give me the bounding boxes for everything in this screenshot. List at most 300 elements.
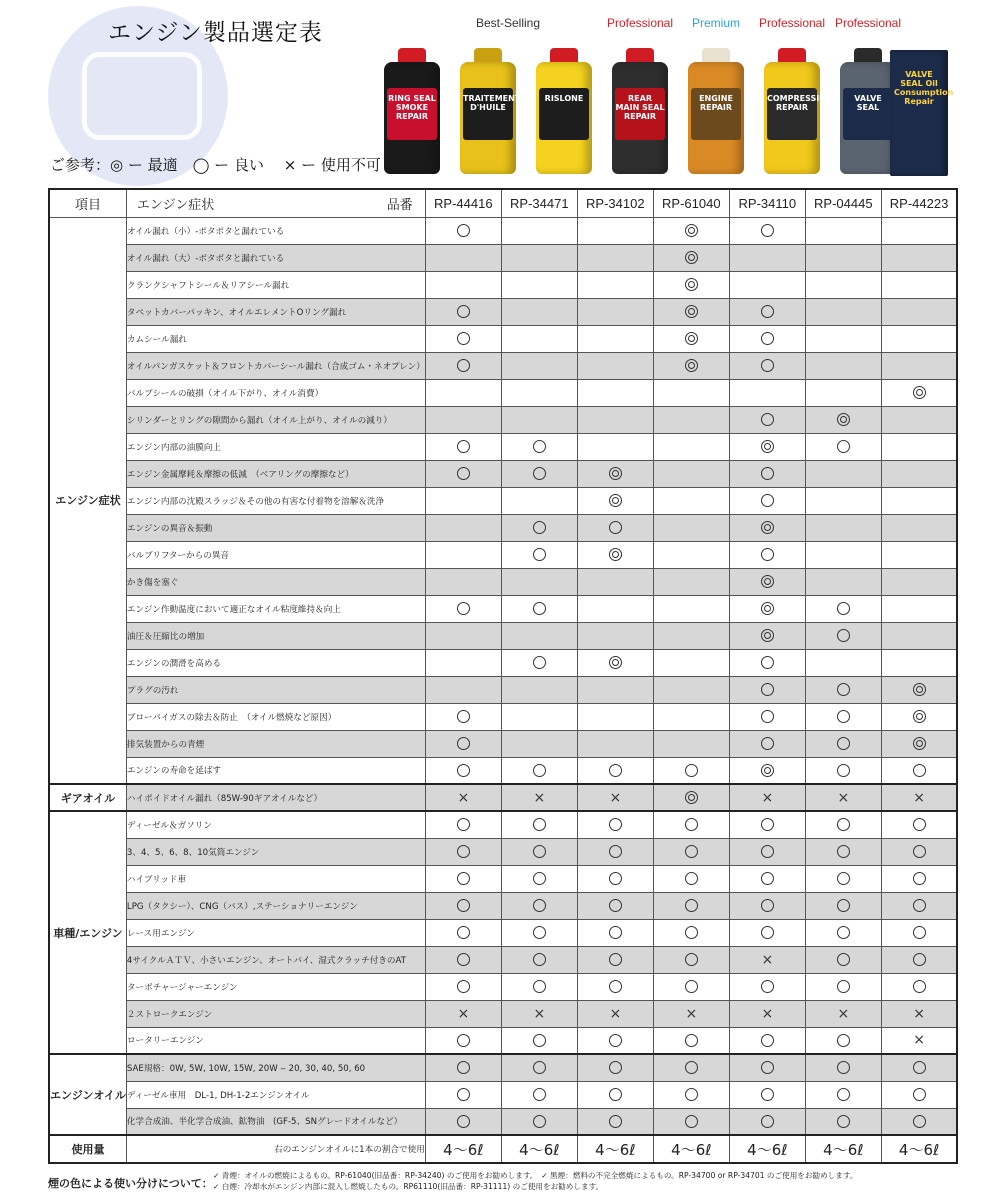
symptom-cell: エンジン作動温度において適正なオイル粘度維持＆向上 <box>126 595 425 622</box>
good-mark-icon <box>913 980 926 993</box>
product-images <box>0 48 1000 180</box>
rating-cell <box>729 865 805 892</box>
symptom-cell: ２ストロークエンジン <box>126 1000 425 1027</box>
rating-cell <box>653 352 729 379</box>
usage-value: 4〜6ℓ <box>425 1135 501 1163</box>
rating-cell <box>425 541 501 568</box>
rating-cell <box>501 946 577 973</box>
good-mark-icon <box>685 926 698 939</box>
rating-cell <box>881 973 957 1000</box>
table-row <box>49 622 957 649</box>
best-mark-icon <box>913 737 926 750</box>
tier-label: Premium <box>691 16 740 30</box>
best-mark-icon <box>685 332 698 345</box>
rating-cell <box>805 1000 881 1027</box>
rating-cell <box>805 568 881 595</box>
rating-cell <box>881 1027 957 1054</box>
table-row <box>49 838 957 865</box>
rating-cell <box>425 919 501 946</box>
good-mark-icon <box>761 413 774 426</box>
good-mark-icon <box>685 872 698 885</box>
rating-cell <box>577 919 653 946</box>
good-mark-icon <box>609 899 622 912</box>
symptom-cell: カムシール漏れ <box>126 325 425 352</box>
good-mark-icon <box>533 548 546 561</box>
rating-cell <box>805 946 881 973</box>
rating-cell <box>501 541 577 568</box>
rating-cell <box>425 946 501 973</box>
symptom-cell: バルブリフターからの異音 <box>126 541 425 568</box>
best-mark-icon <box>685 251 698 264</box>
rating-cell <box>653 217 729 244</box>
rating-cell <box>729 703 805 730</box>
rating-cell <box>805 757 881 784</box>
rating-cell <box>653 865 729 892</box>
rating-cell <box>881 838 957 865</box>
good-mark-icon <box>685 764 698 777</box>
rating-cell <box>501 892 577 919</box>
rating-cell <box>653 649 729 676</box>
symptom-cell: オイル漏れ（小）-ポタポタと漏れている <box>126 217 425 244</box>
tier-labels <box>0 16 1000 34</box>
symptom-cell: オイル漏れ（大）-ボタボタと漏れている <box>126 244 425 271</box>
rating-cell <box>805 460 881 487</box>
rating-cell <box>881 1000 957 1027</box>
rating-cell <box>729 730 805 757</box>
rating-cell <box>425 271 501 298</box>
footer-notes <box>213 1170 953 1192</box>
table-row <box>49 757 957 784</box>
good-mark-icon <box>685 845 698 858</box>
rating-cell <box>577 406 653 433</box>
rating-cell <box>425 325 501 352</box>
rating-cell <box>425 1108 501 1135</box>
rating-cell <box>501 649 577 676</box>
rating-cell <box>501 1000 577 1027</box>
rating-cell <box>729 595 805 622</box>
good-mark-icon <box>457 845 470 858</box>
rating-cell <box>653 460 729 487</box>
symptom-cell: エンジン内部の油膜向上 <box>126 433 425 460</box>
good-mark-icon <box>457 602 470 615</box>
symptom-cell: オイルパンガスケット＆フロントカバーシール漏れ（合成ゴム・ネオプレン） <box>126 352 425 379</box>
rating-cell <box>577 973 653 1000</box>
good-mark-icon <box>913 953 926 966</box>
rating-cell <box>577 703 653 730</box>
good-mark-icon <box>837 926 850 939</box>
good-mark-icon <box>533 1088 546 1101</box>
table-row <box>49 568 957 595</box>
rating-cell <box>653 244 729 271</box>
rating-cell <box>805 1081 881 1108</box>
symptom-cell: ロータリーエンジン <box>126 1027 425 1054</box>
rating-cell <box>729 352 805 379</box>
footer-title: 煙の色による使い分けについて： <box>48 1177 213 1190</box>
good-mark-icon <box>761 1115 774 1128</box>
rating-cell <box>577 649 653 676</box>
table-row <box>49 1108 957 1135</box>
header-part-label: 品番 <box>386 196 413 212</box>
good-mark-icon <box>457 710 470 723</box>
good-mark-icon <box>609 1061 622 1074</box>
header-symptom-label: エンジン症状 <box>136 196 215 212</box>
rating-cell <box>577 298 653 325</box>
rating-cell <box>577 811 653 838</box>
rating-cell <box>653 379 729 406</box>
good-mark-icon <box>533 980 546 993</box>
good-mark-icon <box>837 1088 850 1101</box>
rating-cell <box>425 1054 501 1081</box>
good-mark-icon <box>533 656 546 669</box>
good-mark-icon <box>761 1061 774 1074</box>
rating-cell <box>729 325 805 352</box>
rating-cell <box>425 460 501 487</box>
table-row <box>49 352 957 379</box>
rating-cell <box>425 433 501 460</box>
good-mark-icon <box>609 953 622 966</box>
rating-cell <box>805 541 881 568</box>
rating-cell <box>425 892 501 919</box>
rating-cell <box>881 460 957 487</box>
good-mark-icon <box>533 1115 546 1128</box>
rating-cell <box>805 433 881 460</box>
rating-cell <box>425 784 501 811</box>
legend: ご参考：◎ ー 最適 ◯ ー 良い × ー 使用不可 <box>50 156 381 174</box>
rating-cell <box>425 487 501 514</box>
rating-cell <box>729 892 805 919</box>
good-mark-icon <box>761 872 774 885</box>
good-mark-icon <box>457 980 470 993</box>
rating-cell <box>577 595 653 622</box>
not-usable-mark-icon: × <box>457 789 470 806</box>
symptom-cell: ハイポイドオイル漏れ（85W-90ギアオイルなど） <box>126 784 425 811</box>
good-mark-icon <box>837 683 850 696</box>
good-mark-icon <box>533 818 546 831</box>
table-row <box>49 460 957 487</box>
table-row <box>49 379 957 406</box>
rating-cell <box>653 325 729 352</box>
symptom-cell: ディーゼル車用 DL-1, DH-1-2エンジンオイル <box>126 1081 425 1108</box>
rating-cell <box>729 784 805 811</box>
rating-cell <box>577 1000 653 1027</box>
rating-cell <box>729 811 805 838</box>
box-label: VALVE SEAL Oil Consumption Repair <box>894 70 954 106</box>
good-mark-icon <box>533 602 546 615</box>
rating-cell <box>577 838 653 865</box>
rating-cell <box>881 433 957 460</box>
table-row <box>49 406 957 433</box>
symptom-cell: ハイブリッド車 <box>126 865 425 892</box>
usage-value: 4〜6ℓ <box>501 1135 577 1163</box>
rating-cell <box>501 433 577 460</box>
rating-cell <box>729 946 805 973</box>
good-mark-icon <box>913 1061 926 1074</box>
page-title: エンジン製品選定表 <box>108 20 323 46</box>
best-mark-icon <box>913 683 926 696</box>
rating-cell <box>729 487 805 514</box>
good-mark-icon <box>457 224 470 237</box>
bottle-label: COMPRESSION REPAIR <box>767 88 817 140</box>
rating-cell <box>577 1027 653 1054</box>
rating-cell <box>653 595 729 622</box>
good-mark-icon <box>609 818 622 831</box>
best-mark-icon <box>685 224 698 237</box>
rating-cell <box>805 379 881 406</box>
rating-cell <box>805 622 881 649</box>
best-mark-icon <box>609 467 622 480</box>
best-mark-icon <box>685 791 698 804</box>
rating-cell <box>653 433 729 460</box>
rating-cell <box>729 217 805 244</box>
good-mark-icon <box>457 332 470 345</box>
good-mark-icon <box>457 1061 470 1074</box>
symptom-cell: エンジンの異音＆振動 <box>126 514 425 541</box>
best-mark-icon <box>685 305 698 318</box>
rating-cell <box>653 1000 729 1027</box>
table-row <box>49 784 957 811</box>
product-bottle-image <box>533 48 595 176</box>
good-mark-icon <box>457 305 470 318</box>
table-row <box>49 325 957 352</box>
product-bottle-image <box>457 48 519 176</box>
rating-cell <box>425 811 501 838</box>
rating-cell <box>881 595 957 622</box>
rating-cell <box>881 676 957 703</box>
good-mark-icon <box>837 764 850 777</box>
good-mark-icon <box>457 1034 470 1047</box>
rating-cell <box>501 973 577 1000</box>
good-mark-icon <box>837 818 850 831</box>
category-cell: エンジン症状 <box>49 217 126 784</box>
not-usable-mark-icon: × <box>761 1005 774 1022</box>
best-mark-icon <box>913 386 926 399</box>
rating-cell <box>805 1027 881 1054</box>
rating-cell <box>805 973 881 1000</box>
table-row <box>49 919 957 946</box>
good-mark-icon <box>761 845 774 858</box>
good-mark-icon <box>837 1115 850 1128</box>
rating-cell <box>425 298 501 325</box>
good-mark-icon <box>913 1115 926 1128</box>
rating-cell <box>501 271 577 298</box>
good-mark-icon <box>761 1034 774 1047</box>
rating-cell <box>881 1054 957 1081</box>
rating-cell <box>805 487 881 514</box>
rating-cell <box>501 352 577 379</box>
not-usable-mark-icon: × <box>609 1005 622 1022</box>
product-bottle-image <box>381 48 443 176</box>
rating-cell <box>501 730 577 757</box>
good-mark-icon <box>457 764 470 777</box>
symptom-cell: SAE規格：0W, 5W, 10W, 15W, 20W ‒ 20, 30, 40, 50, 60 <box>126 1054 425 1081</box>
rating-cell <box>577 487 653 514</box>
rating-cell <box>881 622 957 649</box>
rating-cell <box>653 271 729 298</box>
rating-cell <box>653 541 729 568</box>
rating-cell <box>577 784 653 811</box>
rating-cell <box>425 217 501 244</box>
table-row <box>49 271 957 298</box>
tier-label: Professional <box>606 16 674 30</box>
good-mark-icon <box>533 953 546 966</box>
rating-cell <box>881 892 957 919</box>
table-row <box>49 1027 957 1054</box>
good-mark-icon <box>533 521 546 534</box>
rating-cell <box>577 1108 653 1135</box>
rating-cell <box>653 676 729 703</box>
not-usable-mark-icon: × <box>913 1032 925 1049</box>
rating-cell <box>577 217 653 244</box>
usage-row <box>49 1135 957 1163</box>
rating-cell <box>653 757 729 784</box>
symptom-cell: バルブシールの破損（オイル下がり、オイル消費） <box>126 379 425 406</box>
good-mark-icon <box>761 332 774 345</box>
good-mark-icon <box>837 845 850 858</box>
symptom-cell: シリンダーとリングの隙間から漏れ（オイル上がり、オイルの減り） <box>126 406 425 433</box>
rating-cell <box>577 676 653 703</box>
good-mark-icon <box>609 1088 622 1101</box>
bottle-label: REAR MAIN SEAL REPAIR <box>615 88 665 140</box>
rating-cell <box>881 352 957 379</box>
rating-cell <box>425 622 501 649</box>
not-usable-mark-icon: × <box>837 789 850 806</box>
rating-cell <box>653 973 729 1000</box>
rating-cell <box>577 757 653 784</box>
bottle-label: ENGINE REPAIR <box>691 88 741 140</box>
rating-cell <box>501 460 577 487</box>
best-mark-icon <box>761 602 774 615</box>
good-mark-icon <box>837 737 850 750</box>
rating-cell <box>653 838 729 865</box>
table-row <box>49 973 957 1000</box>
good-mark-icon <box>761 359 774 372</box>
rating-cell <box>881 271 957 298</box>
good-mark-icon <box>533 1034 546 1047</box>
rating-cell <box>805 703 881 730</box>
rating-cell <box>653 1027 729 1054</box>
rating-cell <box>729 1081 805 1108</box>
good-mark-icon <box>457 1088 470 1101</box>
rating-cell <box>501 838 577 865</box>
good-mark-icon <box>761 980 774 993</box>
good-mark-icon <box>913 764 926 777</box>
rating-cell <box>881 298 957 325</box>
rating-cell <box>805 325 881 352</box>
good-mark-icon <box>533 872 546 885</box>
good-mark-icon <box>761 737 774 750</box>
rating-cell <box>501 811 577 838</box>
good-mark-icon <box>761 656 774 669</box>
usage-value: 4〜6ℓ <box>729 1135 805 1163</box>
rating-cell <box>501 1054 577 1081</box>
rating-cell <box>729 568 805 595</box>
rating-cell <box>729 1000 805 1027</box>
rating-cell <box>805 595 881 622</box>
rating-cell <box>653 298 729 325</box>
rating-cell <box>653 703 729 730</box>
footer <box>48 1170 948 1200</box>
symptom-cell: 油圧＆圧縮比の増加 <box>126 622 425 649</box>
rating-cell <box>805 298 881 325</box>
good-mark-icon <box>837 710 850 723</box>
table-row <box>49 1000 957 1027</box>
header-code: RP-34471 <box>501 189 577 217</box>
rating-cell <box>577 541 653 568</box>
good-mark-icon <box>761 305 774 318</box>
symptom-cell: 3、4、5、6、8、10気筒エンジン <box>126 838 425 865</box>
rating-cell <box>501 784 577 811</box>
good-mark-icon <box>457 926 470 939</box>
category-cell: ギアオイル <box>49 784 126 811</box>
rating-cell <box>805 919 881 946</box>
rating-cell <box>501 406 577 433</box>
good-mark-icon <box>457 872 470 885</box>
table-row <box>49 865 957 892</box>
rating-cell <box>805 649 881 676</box>
good-mark-icon <box>533 899 546 912</box>
rating-cell <box>881 865 957 892</box>
rating-cell <box>881 244 957 271</box>
rating-cell <box>425 757 501 784</box>
best-mark-icon <box>761 521 774 534</box>
good-mark-icon <box>457 899 470 912</box>
table-row <box>49 514 957 541</box>
good-mark-icon <box>685 818 698 831</box>
good-mark-icon <box>761 683 774 696</box>
table-row <box>49 703 957 730</box>
rating-cell <box>881 784 957 811</box>
good-mark-icon <box>457 440 470 453</box>
table-row <box>49 244 957 271</box>
good-mark-icon <box>837 872 850 885</box>
rating-cell <box>425 973 501 1000</box>
usage-value: 4〜6ℓ <box>577 1135 653 1163</box>
rating-cell <box>653 514 729 541</box>
rating-cell <box>729 1027 805 1054</box>
good-mark-icon <box>533 764 546 777</box>
rating-cell <box>577 730 653 757</box>
rating-cell <box>425 379 501 406</box>
bottle-label: VALVE SEAL <box>843 88 893 140</box>
not-usable-mark-icon: × <box>685 1005 698 1022</box>
rating-cell <box>729 406 805 433</box>
good-mark-icon <box>609 926 622 939</box>
rating-cell <box>729 514 805 541</box>
header-code: RP-34102 <box>577 189 653 217</box>
usage-value: 4〜6ℓ <box>653 1135 729 1163</box>
rating-cell <box>653 919 729 946</box>
rating-cell <box>425 838 501 865</box>
symptom-cell: ブローバイガスの除去＆防止 （オイル燃焼など原因） <box>126 703 425 730</box>
category-cell: 車種/エンジン <box>49 811 126 1054</box>
good-mark-icon <box>457 1115 470 1128</box>
bottle-label: RISLONE <box>539 88 589 140</box>
product-box-image <box>890 50 954 176</box>
tier-label: Professional <box>834 16 902 30</box>
rating-cell <box>501 568 577 595</box>
rating-cell <box>729 622 805 649</box>
not-usable-mark-icon: × <box>609 789 622 806</box>
rating-cell <box>653 946 729 973</box>
rating-cell <box>653 1081 729 1108</box>
table-row <box>49 1054 957 1081</box>
good-mark-icon <box>533 845 546 858</box>
rating-cell <box>729 460 805 487</box>
rating-cell <box>805 406 881 433</box>
header-code: RP-44416 <box>425 189 501 217</box>
rating-cell <box>501 325 577 352</box>
selection-table <box>48 188 958 1164</box>
